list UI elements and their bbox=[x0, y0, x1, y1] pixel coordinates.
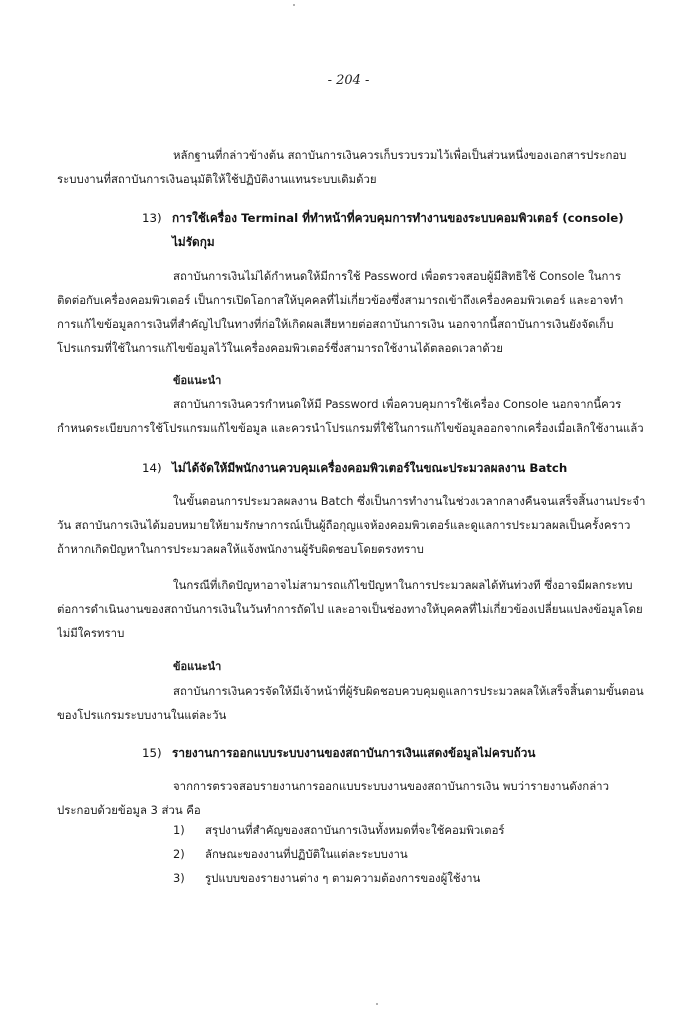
section-14-paragraph bbox=[57, 489, 662, 561]
section-title-line: การใช้เครื่อง Terminal ที่ทำหน้าที่ควบคุมการทำงานของระบบคอมพิวเตอร์ (console) bbox=[172, 211, 624, 225]
section-14-heading bbox=[142, 456, 567, 480]
list-item-number: 2) bbox=[173, 847, 185, 861]
section-14-advice bbox=[57, 679, 662, 727]
paragraph-line: ในขั้นตอนการประมวลผลงาน Batch ซึ่งเป็นการทำงานในช่วงเวลากลางคืนจนเสร็จสิ้นงานประจำ bbox=[173, 494, 646, 508]
section-title-line: รายงานการออกแบบระบบงานของสถาบันการเงินแสดงข้อมูลไม่ครบถ้วน bbox=[172, 746, 536, 760]
section-number: 13) bbox=[142, 211, 162, 225]
list-item-number: 3) bbox=[173, 871, 185, 885]
section-13-heading bbox=[142, 206, 624, 230]
paragraph-line: ประกอบด้วยข้อมูล 3 ส่วน คือ bbox=[57, 803, 201, 817]
list-item-number: 1) bbox=[173, 823, 185, 837]
advice-line: สถาบันการเงินควรจัดให้มีเจ้าหน้าที่ผู้รับผิดชอบควบคุมดูแลการประมวลผลให้เสร็จสิ้นตามขั้นตอน bbox=[173, 684, 644, 698]
scan-speck bbox=[376, 1003, 378, 1005]
paragraph-line: สถาบันการเงินไม่ได้กำหนดให้มีการใช้ Password เพื่อตรวจสอบผู้มีสิทธิใช้ Console ในการ bbox=[173, 269, 621, 283]
advice-line: สถาบันการเงินควรกำหนดให้มี Password เพื่อควบคุมการใช้เครื่อง Console นอกจากนี้ควร bbox=[173, 397, 622, 411]
paragraph-line: วัน สถาบันการเงินได้มอบหมายให้ยามรักษาการณ์เป็นผู้ถือกุญแจห้องคอมพิวเตอร์และดูแลการประมวลผลเป็นครั้งคราว bbox=[57, 518, 631, 532]
list-item-text: รูปแบบของรายงานต่าง ๆ ตามความต้องการของผู้ใช้งาน bbox=[205, 871, 481, 885]
paragraph-line: การแก้ไขข้อมูลการเงินที่สำคัญไปในทางที่ก่อให้เกิดผลเสียหายต่อสถาบันการเงิน นอกจากนี้สถาบันการเงินยังจัดเก็บ bbox=[57, 317, 614, 331]
paragraph-line: ไม่มีใครทราบ bbox=[57, 626, 125, 640]
scan-speck bbox=[293, 4, 295, 6]
advice-label: ข้อแนะนำ bbox=[173, 660, 222, 673]
section-13-heading-cont bbox=[172, 230, 215, 254]
intro-line: ระบบงานที่สถาบันการเงินอนุมัติให้ใช้ปฏิบัติงานแทนระบบเดิมด้วย bbox=[57, 172, 377, 186]
paragraph-line: โปรแกรมที่ใช้ในการแก้ไขข้อมูลไว้ในเครื่องคอมพิวเตอร์ซึ่งสามารถใช้งานได้ตลอดเวลาด้วย bbox=[57, 341, 503, 355]
advice-line: กำหนดระเบียบการใช้โปรแกรมแก้ไขข้อมูล และควรนำโปรแกรมที่ใช้ในการแก้ไขข้อมูลออกจากเครื่องเมื่อเลิกใช้งานแล้ว bbox=[57, 421, 644, 435]
section-title-line: ไม่ได้จัดให้มีพนักงานควบคุมเครื่องคอมพิวเตอร์ในขณะประมวลผลงาน Batch bbox=[172, 461, 568, 475]
section-13-paragraph bbox=[57, 264, 662, 360]
list-item-text: สรุปงานที่สำคัญของสถาบันการเงินทั้งหมดที่จะใช้คอมพิวเตอร์ bbox=[205, 823, 505, 837]
section-15-paragraph bbox=[57, 774, 662, 822]
advice-label: ข้อแนะนำ bbox=[173, 374, 222, 387]
section-13-advice bbox=[57, 392, 662, 440]
list-item bbox=[173, 866, 505, 890]
paragraph-line: ถ้าหากเกิดปัญหาในการประมวลผลให้แจ้งพนักงานผู้รับผิดชอบโดยตรงทราบ bbox=[57, 542, 424, 556]
section-number: 14) bbox=[142, 461, 162, 475]
intro-paragraph bbox=[57, 143, 657, 191]
section-15-heading bbox=[142, 741, 535, 765]
list-item bbox=[173, 842, 505, 866]
paragraph-line: ต่อการดำเนินงานของสถาบันการเงินในวันทำการถัดไป และอาจเป็นช่องทางให้บุคคลที่ไม่เกี่ยวข้องเปลี่ยนแปลงข้อมูลโดย bbox=[57, 602, 643, 616]
list-item-text: ลักษณะของงานที่ปฏิบัติในแต่ละระบบงาน bbox=[205, 847, 408, 861]
intro-line: หลักฐานที่กล่าวข้างต้น สถาบันการเงินควรเก็บรวบรวมไว้เพื่อเป็นส่วนหนึ่งของเอกสารประกอบ bbox=[173, 148, 627, 162]
list-item bbox=[173, 818, 505, 842]
page-number: - 204 - bbox=[327, 73, 370, 88]
paragraph-line: ในกรณีที่เกิดปัญหาอาจไม่สามารถแก้ไขปัญหาในการประมวลผลได้ทันท่วงที ซึ่งอาจมีผลกระทบ bbox=[173, 578, 633, 592]
paragraph-line: จากการตรวจสอบรายงานการออกแบบระบบงานของสถาบันการเงิน พบว่ารายงานดังกล่าว bbox=[173, 779, 609, 793]
section-15-list bbox=[173, 818, 505, 890]
section-14-paragraph-2 bbox=[57, 573, 662, 645]
advice-line: ของโปรแกรมระบบงานในแต่ละวัน bbox=[57, 708, 227, 722]
section-number: 15) bbox=[142, 746, 162, 760]
section-title-line: ไม่รัดกุม bbox=[172, 235, 215, 249]
paragraph-line: ติดต่อกับเครื่องคอมพิวเตอร์ เป็นการเปิดโอกาสให้บุคคลที่ไม่เกี่ยวข้องซึ่งสามารถเข้าถึงเครื่องคอมพิวเตอร์ และอาจทำ bbox=[57, 293, 624, 307]
